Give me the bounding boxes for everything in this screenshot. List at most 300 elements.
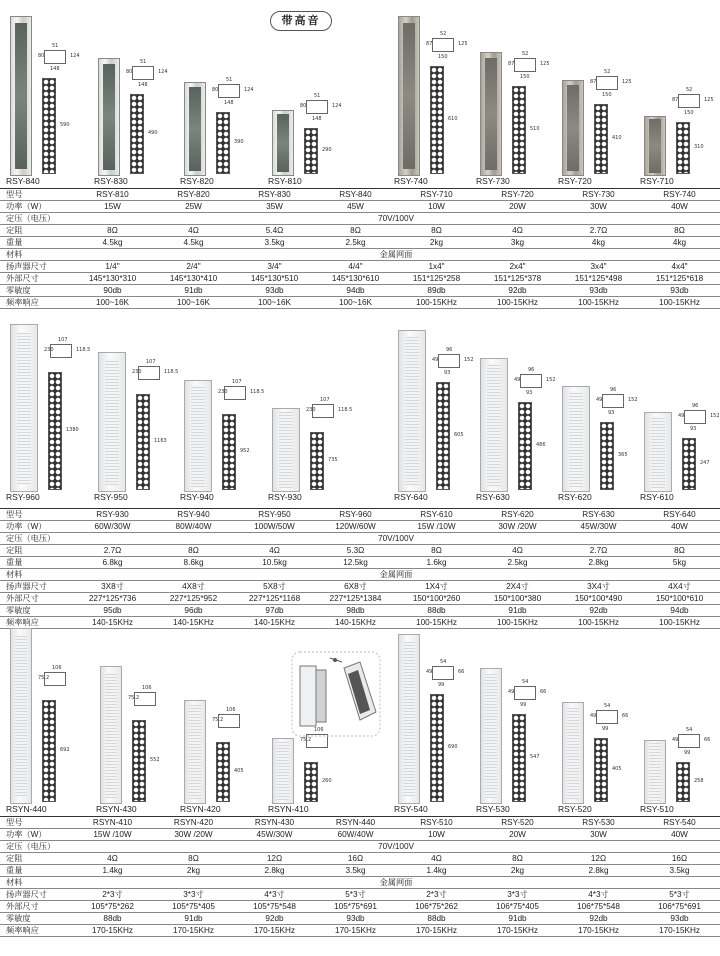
dimension-label: 150 [602, 92, 612, 98]
spec-cell: RSY-930 [72, 509, 153, 521]
spec-cell: 170-15KHz [477, 925, 558, 937]
height-dimension-label: 405 [612, 766, 622, 772]
dimension-label: 52 [686, 87, 693, 93]
spec-row-size [0, 593, 720, 605]
spec-cell: 3.5kg [639, 865, 720, 877]
spec-row-voltage [0, 841, 720, 853]
product-image-rsy-830 [92, 10, 174, 176]
spec-row-header: 功率（W） [0, 521, 72, 533]
dimension-label: 96 [610, 387, 617, 393]
height-dimension-label: 605 [454, 432, 464, 438]
spec-cell: 6X8寸 [315, 581, 396, 593]
cross-section-drawing [596, 710, 618, 724]
dimension-label: 107 [146, 359, 156, 365]
spec-cell: 91db [153, 285, 234, 297]
spec-row-material [0, 249, 720, 261]
spec-cell: 227*125*736 [72, 593, 153, 605]
spec-row-header: 重量 [0, 865, 72, 877]
speaker-grille [649, 743, 660, 800]
dimension-label: 152 [546, 377, 556, 383]
dimension-label: 66 [540, 689, 547, 695]
speaker-column [10, 628, 32, 804]
spec-cell: 3X4寸 [558, 581, 639, 593]
spec-row-impedance [0, 225, 720, 237]
front-mesh-drawing [436, 382, 450, 490]
spec-cell: 100-15KHz [558, 297, 639, 309]
spec-cell: 88db [396, 605, 477, 617]
spec-row-sensitivity [0, 913, 720, 925]
spec-cell: 100~16K [315, 297, 396, 309]
spec-cell: RSY-710 [396, 189, 477, 201]
spec-cell: 92db [477, 285, 558, 297]
front-mesh-drawing [518, 402, 532, 490]
spec-row-header: 扬声器尺寸 [0, 581, 72, 593]
speaker-grille [277, 742, 288, 801]
spec-cell: 1/4" [72, 261, 153, 273]
spec-cell: 8Ω [315, 225, 396, 237]
spec-cell: 151*125*378 [477, 273, 558, 285]
spec-cell: 8.6kg [153, 557, 234, 569]
dimension-label: 96 [692, 403, 699, 409]
spec-cell: 106*75*262 [396, 901, 477, 913]
spec-row-header: 定压（电压） [0, 533, 72, 545]
spec-cell: 100-15KHz [396, 297, 477, 309]
height-dimension-label: 260 [322, 778, 332, 784]
product-image-rsy-710 [638, 10, 720, 176]
product-image-rsyn-420 [178, 634, 260, 804]
dimension-label: 152 [628, 397, 638, 403]
spec-cell: 150*100*380 [477, 593, 558, 605]
spec-cell: 2.5kg [315, 237, 396, 249]
speaker-grille [15, 636, 26, 796]
spec-cell: 151*125*498 [558, 273, 639, 285]
cross-section-drawing [218, 84, 240, 98]
spec-row-header: 零敏度 [0, 285, 72, 297]
spec-row-header: 零敏度 [0, 605, 72, 617]
dimension-label: 87 [426, 41, 433, 47]
spec-cell: RSY-940 [153, 509, 234, 521]
spec-cell: 91db [477, 605, 558, 617]
cross-section-drawing [596, 76, 618, 90]
spec-cell: 4X4寸 [639, 581, 720, 593]
spec-row-power [0, 201, 720, 213]
speaker-grille [649, 119, 660, 172]
spec-cell: 227*125*952 [153, 593, 234, 605]
spec-cell: 10W [396, 829, 477, 841]
spec-cell: 3kg [477, 237, 558, 249]
dimension-label: 99 [602, 726, 609, 732]
front-mesh-drawing [682, 438, 696, 490]
spec-row-power [0, 829, 720, 841]
product-model-label: RSY-640 [394, 492, 428, 502]
spec-cell: 2/4" [153, 261, 234, 273]
spec-cell: 170-15KHz [396, 925, 477, 937]
spec-row-header: 功率（W） [0, 829, 72, 841]
dimension-label: 52 [522, 51, 529, 57]
spec-cell: 5.4Ω [234, 225, 315, 237]
spec-cell: 100-15KHz [639, 297, 720, 309]
front-mesh-drawing [430, 66, 444, 174]
spec-row-model [0, 509, 720, 521]
speaker-grille [15, 23, 26, 168]
dimension-label: 66 [704, 737, 711, 743]
dimension-label: 87 [508, 61, 515, 67]
spec-cell: 4.5kg [153, 237, 234, 249]
dimension-label: 49 [514, 377, 521, 383]
spec-cell: 145*130*510 [234, 273, 315, 285]
spec-cell: 100-15KHz [558, 617, 639, 629]
spec-cell: RSYN-420 [153, 817, 234, 829]
mounting-bracket-illustration [290, 648, 382, 738]
spec-cell: 4Ω [396, 853, 477, 865]
product-model-label: RSY-810 [268, 176, 302, 186]
spec-cell: 3/4" [234, 261, 315, 273]
front-mesh-drawing [430, 694, 444, 802]
speaker-grille [103, 64, 114, 171]
speaker-grille [569, 391, 584, 487]
speaker-grille [189, 87, 200, 172]
product-model-label: RSY-710 [640, 176, 674, 186]
spec-row-header: 材料 [0, 249, 72, 261]
spec-cell: 151*125*618 [639, 273, 720, 285]
dimension-label: 124 [332, 103, 342, 109]
spec-row-driver [0, 581, 720, 593]
spec-cell: 96db [153, 605, 234, 617]
spec-cell: 4Ω [153, 225, 234, 237]
dimension-label: 80 [212, 87, 219, 93]
spec-row-size [0, 273, 720, 285]
spec-cell: 94db [315, 285, 396, 297]
spec-row-header: 频率响应 [0, 617, 72, 629]
spec-row-header: 材料 [0, 569, 72, 581]
spec-row-weight [0, 237, 720, 249]
dimension-label: 54 [440, 659, 447, 665]
spec-row-header: 扬声器尺寸 [0, 261, 72, 273]
dimension-label: 75.2 [300, 737, 312, 743]
spec-cell: RSY-630 [558, 509, 639, 521]
dimension-label: 75.2 [38, 675, 50, 681]
speaker-grille [567, 85, 578, 172]
spec-cell: 120W/60W [315, 521, 396, 533]
spec-row-header: 定压（电压） [0, 841, 72, 853]
speaker-column [480, 52, 502, 176]
spec-cell: 3X8寸 [72, 581, 153, 593]
speaker-grille [277, 114, 288, 173]
speaker-column [562, 80, 584, 176]
dimension-label: 49 [508, 689, 515, 695]
spec-row-header: 定压（电压） [0, 213, 72, 225]
dimension-label: 93 [444, 370, 451, 376]
cross-section-drawing [306, 100, 328, 114]
height-dimension-label: 552 [150, 757, 160, 763]
spec-row-header: 功率（W） [0, 201, 72, 213]
spec-cell: 150*100*610 [639, 593, 720, 605]
spec-cell: 16Ω [315, 853, 396, 865]
height-dimension-label: 486 [536, 442, 546, 448]
dimension-label: 54 [522, 679, 529, 685]
spec-cell: 105*75*548 [234, 901, 315, 913]
spec-cell: RSY-510 [396, 817, 477, 829]
speaker-grille [485, 58, 496, 170]
spec-cell: 16Ω [639, 853, 720, 865]
spec-cell-merged: 金属网面 [72, 877, 720, 889]
speaker-grille [403, 23, 414, 168]
spec-row-header: 定阻 [0, 225, 72, 237]
dimension-label: 49 [596, 397, 603, 403]
height-dimension-label: 405 [234, 768, 244, 774]
spec-cell: RSY-820 [153, 189, 234, 201]
spec-cell: 80W/40W [153, 521, 234, 533]
spec-cell: 30W /20W [153, 829, 234, 841]
front-mesh-drawing [512, 86, 526, 174]
dimension-label: 49 [426, 669, 433, 675]
product-image-rsy-950 [92, 326, 179, 492]
spec-cell: 100-15KHz [396, 617, 477, 629]
dimension-label: 124 [244, 87, 254, 93]
spec-cell: 170-15KHz [558, 925, 639, 937]
speaker-column [184, 700, 206, 804]
spec-cell: 89db [396, 285, 477, 297]
spec-cell: 4Ω [72, 853, 153, 865]
product-image-rsy-740 [392, 10, 474, 176]
spec-cell-merged: 70V/100V [72, 841, 720, 853]
spec-row-header: 定阻 [0, 853, 72, 865]
spec-table [0, 188, 720, 309]
speaker-column [644, 116, 666, 176]
cross-section-drawing [44, 50, 66, 64]
spec-row-header: 材料 [0, 877, 72, 889]
product-model-label: RSY-620 [558, 492, 592, 502]
spec-row-header: 外部尺寸 [0, 273, 72, 285]
spec-row-header: 定阻 [0, 545, 72, 557]
dimension-label: 125 [458, 41, 468, 47]
section-rsy-800-700 [0, 0, 720, 316]
speaker-column [562, 386, 590, 492]
spec-cell: 94db [639, 605, 720, 617]
product-image-rsy-620 [556, 326, 638, 492]
spec-cell: 170-15KHz [234, 925, 315, 937]
spec-cell: 8Ω [639, 545, 720, 557]
dimension-label: 150 [520, 74, 530, 80]
product-image-rsy-730 [474, 10, 556, 176]
spec-cell-merged: 金属网面 [72, 249, 720, 261]
spec-cell: 12.5kg [315, 557, 396, 569]
cross-section-drawing [602, 394, 624, 408]
cross-section-drawing [678, 94, 700, 108]
product-image-rsy-720 [556, 10, 638, 176]
spec-cell: 170-15KHz [315, 925, 396, 937]
dimension-label: 106 [52, 665, 62, 671]
spec-cell: 45W [315, 201, 396, 213]
spec-cell: 4kg [558, 237, 639, 249]
spec-cell: 150*100*490 [558, 593, 639, 605]
product-model-label: RSY-820 [180, 176, 214, 186]
spec-cell: RSY-540 [639, 817, 720, 829]
spec-cell: 151*125*258 [396, 273, 477, 285]
spec-cell: 8Ω [153, 545, 234, 557]
spec-cell: RSY-720 [477, 189, 558, 201]
product-model-label: RSYN-420 [180, 804, 221, 814]
spec-row-impedance [0, 853, 720, 865]
spec-table [0, 508, 720, 629]
spec-row-response [0, 925, 720, 937]
product-image-rsy-630 [474, 326, 556, 492]
spec-cell: 93db [315, 913, 396, 925]
spec-cell: RSY-730 [558, 189, 639, 201]
spec-cell-merged: 70V/100V [72, 533, 720, 545]
spec-row-driver [0, 261, 720, 273]
cross-section-drawing [132, 66, 154, 80]
dimension-label: 96 [528, 367, 535, 373]
speaker-column [480, 668, 502, 804]
dimension-label: 150 [684, 110, 694, 116]
front-mesh-drawing [222, 414, 236, 490]
spec-row-header: 型号 [0, 189, 72, 201]
product-image-rsy-940 [178, 326, 265, 492]
spec-cell: 140-15KHz [234, 617, 315, 629]
spec-row-header: 重量 [0, 237, 72, 249]
spec-cell: 150*100*260 [396, 593, 477, 605]
spec-cell: 105*75*262 [72, 901, 153, 913]
dimension-label: 148 [224, 100, 234, 106]
spec-cell: 2kg [477, 865, 558, 877]
dimension-label: 125 [704, 97, 714, 103]
speaker-column [644, 412, 672, 492]
spec-cell: 15W /10W [72, 829, 153, 841]
spec-cell: 140-15KHz [153, 617, 234, 629]
spec-cell: 2*3寸 [396, 889, 477, 901]
product-model-label: RSY-950 [94, 492, 128, 502]
spec-cell: 2.8kg [558, 557, 639, 569]
speaker-grille [405, 337, 420, 484]
product-image-rsyn-430 [94, 634, 176, 804]
cross-section-drawing [432, 666, 454, 680]
cross-section-drawing [520, 374, 542, 388]
spec-cell: 100-15KHz [477, 617, 558, 629]
spec-row-response [0, 617, 720, 629]
product-model-label: RSY-510 [640, 804, 674, 814]
spec-cell: 6.8kg [72, 557, 153, 569]
dimension-label: 118.5 [338, 407, 353, 413]
spec-row-power [0, 521, 720, 533]
spec-cell: 10.5kg [234, 557, 315, 569]
spec-cell: 20W [477, 829, 558, 841]
dimension-label: 152 [464, 357, 474, 363]
spec-cell: 92db [234, 913, 315, 925]
spec-cell: 2X4寸 [477, 581, 558, 593]
dimension-label: 99 [438, 682, 445, 688]
height-dimension-label: 390 [234, 139, 244, 145]
spec-cell: 1x4" [396, 261, 477, 273]
product-image-rsy-510 [638, 634, 720, 804]
spec-row-voltage [0, 213, 720, 225]
spec-row-sensitivity [0, 285, 720, 297]
spec-row-header: 外部尺寸 [0, 901, 72, 913]
spec-cell: 4Ω [477, 225, 558, 237]
dimension-label: 51 [314, 93, 321, 99]
dimension-label: 107 [58, 337, 68, 343]
speaker-grille [279, 412, 294, 487]
spec-row-header: 重量 [0, 557, 72, 569]
dimension-label: 80 [126, 69, 133, 75]
spec-row-weight [0, 865, 720, 877]
front-mesh-drawing [48, 372, 62, 490]
dimension-label: 54 [604, 703, 611, 709]
spec-cell: 35W [234, 201, 315, 213]
spec-cell: 91db [153, 913, 234, 925]
spec-cell: RSY-740 [639, 189, 720, 201]
speaker-column [184, 380, 212, 492]
spec-cell: 15W [72, 201, 153, 213]
speaker-column [562, 702, 584, 804]
product-image-rsy-530 [474, 634, 556, 804]
spec-cell: 92db [558, 913, 639, 925]
speaker-column [184, 82, 206, 176]
spec-cell: 60W/40W [315, 829, 396, 841]
spec-cell: 3.5kg [234, 237, 315, 249]
speaker-grille [17, 332, 32, 485]
spec-cell: 140-15KHz [315, 617, 396, 629]
height-dimension-label: 247 [700, 460, 710, 466]
spec-cell: 3*3寸 [153, 889, 234, 901]
product-model-label: RSY-940 [180, 492, 214, 502]
speaker-column [644, 740, 666, 804]
front-mesh-drawing [216, 112, 230, 174]
cross-section-drawing [438, 354, 460, 368]
spec-cell: 2kg [396, 237, 477, 249]
speaker-column [272, 738, 294, 804]
cross-section-drawing [514, 58, 536, 72]
spec-cell: 4x4" [639, 261, 720, 273]
spec-row-header: 型号 [0, 817, 72, 829]
spec-cell: 5*3寸 [315, 889, 396, 901]
height-dimension-label: 1380 [66, 427, 79, 433]
spec-row-sensitivity [0, 605, 720, 617]
front-mesh-drawing [130, 94, 144, 174]
speaker-grille [651, 416, 666, 488]
spec-cell: 4.5kg [72, 237, 153, 249]
front-mesh-drawing [216, 742, 230, 802]
spec-cell: 100~16K [234, 297, 315, 309]
product-image-rsy-820 [178, 10, 260, 176]
spec-cell: 5kg [639, 557, 720, 569]
dimension-label: 96 [446, 347, 453, 353]
front-mesh-drawing [594, 738, 608, 802]
dimension-label: 118.5 [76, 347, 91, 353]
spec-cell: 12Ω [558, 853, 639, 865]
dimension-label: 125 [540, 61, 550, 67]
product-model-label: RSY-840 [6, 176, 40, 186]
spec-cell: 4kg [639, 237, 720, 249]
height-dimension-label: 590 [60, 122, 70, 128]
spec-cell: 145*130*410 [153, 273, 234, 285]
spec-cell: 4/4" [315, 261, 396, 273]
dimension-label: 118.5 [250, 389, 265, 395]
dimension-label: 66 [458, 669, 465, 675]
height-dimension-label: 410 [612, 135, 622, 141]
dimension-label: 148 [312, 116, 322, 122]
spec-table [0, 816, 720, 937]
spec-cell: 227*125*1168 [234, 593, 315, 605]
front-mesh-drawing [512, 714, 526, 802]
spec-cell: RSY-840 [315, 189, 396, 201]
spec-cell: 5X8寸 [234, 581, 315, 593]
dimension-label: 93 [526, 390, 533, 396]
dimension-label: 107 [320, 397, 330, 403]
spec-cell: 45W/30W [558, 521, 639, 533]
spec-cell: 2.7Ω [558, 545, 639, 557]
spec-cell: 2.8kg [234, 865, 315, 877]
